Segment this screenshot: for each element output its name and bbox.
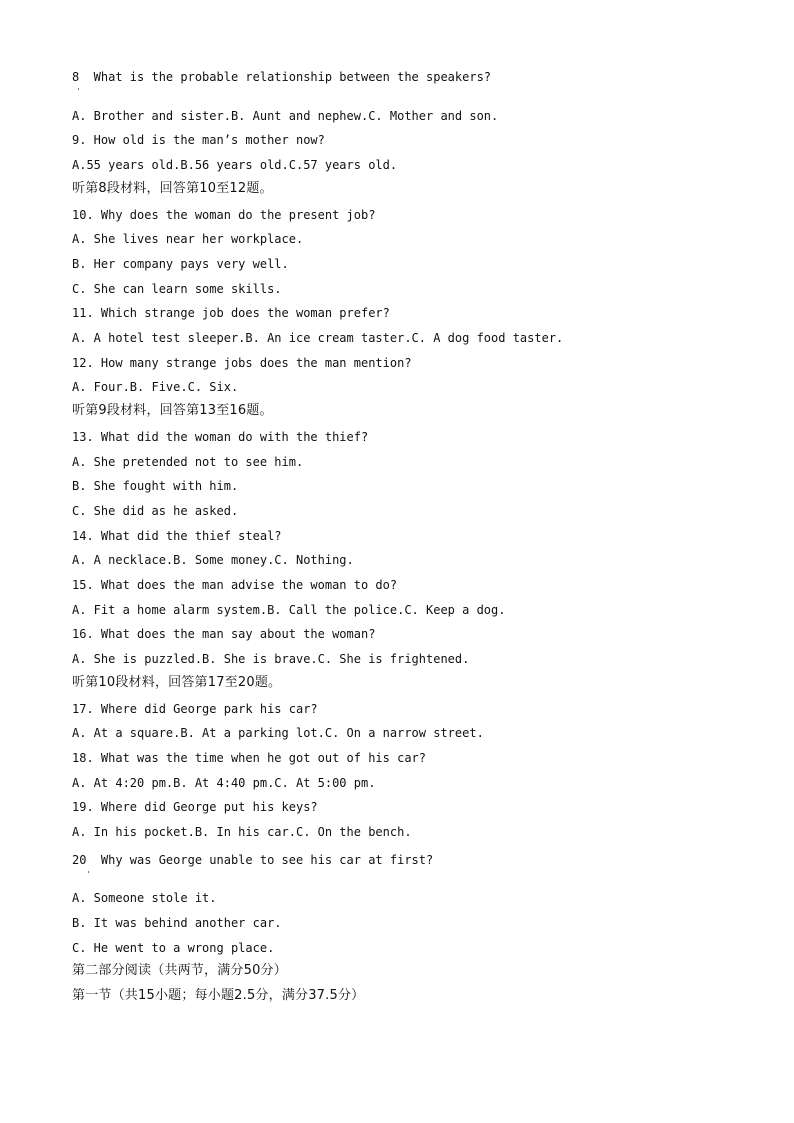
- section-heading-9: 听第9段材料，回答第13至16题。: [72, 403, 273, 418]
- answer-options-9: A.55 years old.B.56 years old.C.57 years old.: [72, 158, 398, 172]
- answer-options-19: A. In his pocket.B. In his car.C. On the bench.: [72, 825, 412, 839]
- answer-options-16: A. She is puzzled.B. She is brave.C. She is frightened.: [72, 652, 470, 666]
- stray-mark: ': [76, 87, 81, 96]
- option-10-a: A. She lives near her workplace.: [72, 232, 304, 246]
- question-17: 17. Where did George park his car?: [72, 702, 318, 716]
- question-12: 12. How many strange jobs does the man mention?: [72, 356, 412, 370]
- option-13-c: C. She did as he asked.: [72, 504, 239, 518]
- answer-options-11: A. A hotel test sleeper.B. An ice cream taster.C. A dog food taster.: [72, 331, 564, 345]
- question-14: 14. What did the thief steal?: [72, 529, 282, 543]
- section-one-heading: 第一节（共15小题；每小题2.5分，满分37.5分）: [72, 988, 365, 1003]
- answer-options-15: A. Fit a home alarm system.B. Call the police.C. Keep a dog.: [72, 603, 506, 617]
- option-13-b: B. She fought with him.: [72, 479, 239, 493]
- question-19: 19. Where did George put his keys?: [72, 800, 318, 814]
- question-10: 10. Why does the woman do the present job?: [72, 208, 376, 222]
- question-20: 20 Why was George unable to see his car at first?: [72, 853, 434, 867]
- part-two-heading: 第二部分阅读（共两节，满分50分）: [72, 963, 287, 978]
- answer-options-17: A. At a square.B. At a parking lot.C. On a narrow street.: [72, 726, 484, 740]
- answer-options-18: A. At 4:20 pm.B. At 4:40 pm.C. At 5:00 pm.: [72, 776, 376, 790]
- option-20-b: B. It was behind another car.: [72, 916, 282, 930]
- option-13-a: A. She pretended not to see him.: [72, 455, 304, 469]
- section-heading-8: 听第8段材料，回答第10至12题。: [72, 181, 273, 196]
- answer-options-12: A. Four.B. Five.C. Six.: [72, 380, 239, 394]
- option-20-a: A. Someone stole it.: [72, 891, 217, 905]
- answer-options-14: A. A necklace.B. Some money.C. Nothing.: [72, 553, 354, 567]
- question-15: 15. What does the man advise the woman to do?: [72, 578, 398, 592]
- question-8: 8 What is the probable relationship between the speakers?: [72, 70, 492, 84]
- option-20-c: C. He went to a wrong place.: [72, 941, 275, 955]
- question-16: 16. What does the man say about the woman?: [72, 627, 376, 641]
- answer-options-8: A. Brother and sister.B. Aunt and nephew.C. Mother and son.: [72, 109, 499, 123]
- question-13: 13. What did the woman do with the thief?: [72, 430, 369, 444]
- question-11: 11. Which strange job does the woman prefer?: [72, 306, 390, 320]
- stray-mark: ': [86, 870, 91, 879]
- question-9: 9. How old is the man’s mother now?: [72, 133, 325, 147]
- option-10-b: B. Her company pays very well.: [72, 257, 289, 271]
- option-10-c: C. She can learn some skills.: [72, 282, 282, 296]
- question-18: 18. What was the time when he got out of his car?: [72, 751, 427, 765]
- section-heading-10: 听第10段材料，回答第17至20题。: [72, 675, 282, 690]
